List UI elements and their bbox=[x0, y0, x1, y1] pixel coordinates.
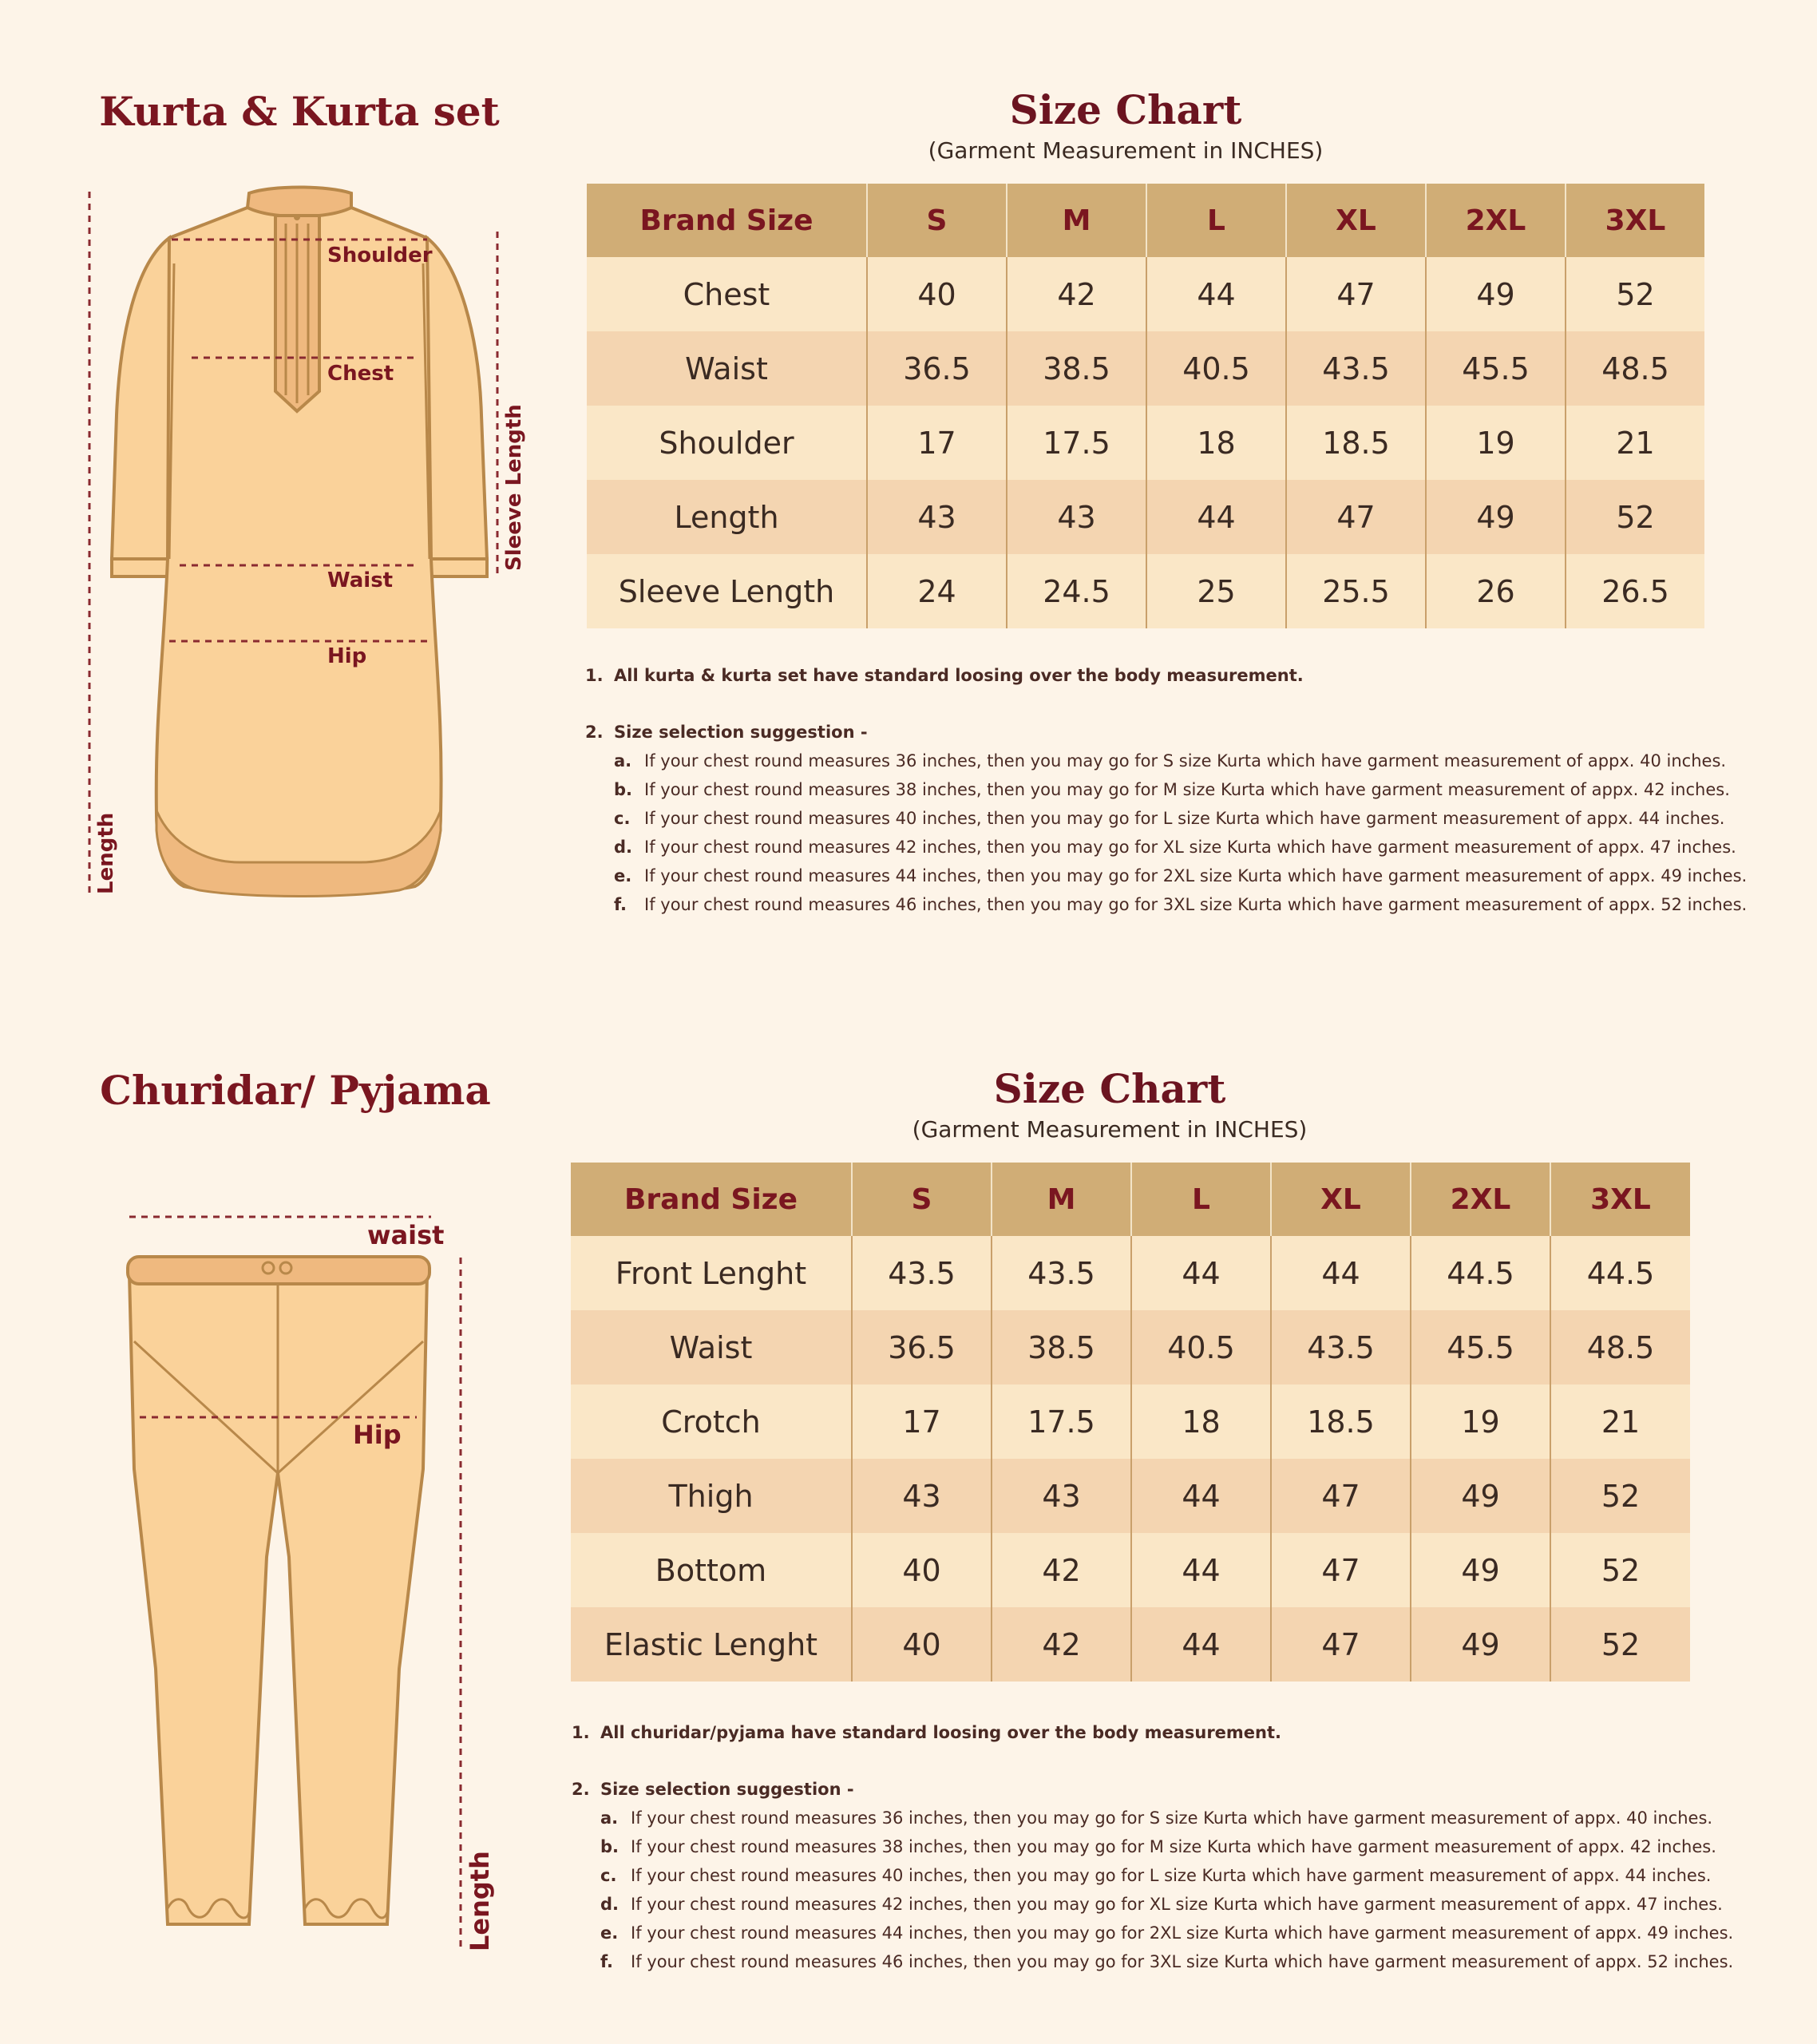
suggestion-letter: f. bbox=[614, 895, 627, 914]
suggestion-item bbox=[585, 862, 1747, 890]
table-row bbox=[571, 1459, 1690, 1533]
row-label: Elastic Lenght bbox=[571, 1607, 852, 1682]
table-cell: 25.5 bbox=[1286, 554, 1426, 628]
table-cell: 24 bbox=[867, 554, 1007, 628]
pyjama-title: Churidar/ Pyjama bbox=[100, 1067, 491, 1114]
suggestion-letter: d. bbox=[600, 1895, 620, 1914]
table-cell: 43.5 bbox=[1271, 1310, 1411, 1384]
table-cell: 40 bbox=[852, 1533, 992, 1607]
table-cell: 21 bbox=[1566, 406, 1704, 480]
note-number: 2. bbox=[572, 1780, 590, 1799]
kurta-notes bbox=[585, 661, 1747, 919]
table-cell: 43 bbox=[1007, 480, 1146, 554]
header-size: 3XL bbox=[1566, 184, 1704, 257]
table-header-row bbox=[571, 1163, 1690, 1236]
table-cell: 52 bbox=[1550, 1533, 1690, 1607]
suggestion-item bbox=[585, 775, 1747, 804]
row-label: Front Lenght bbox=[571, 1236, 852, 1310]
shoulder-label: Shoulder bbox=[327, 244, 433, 267]
table-cell: 44 bbox=[1131, 1607, 1271, 1682]
suggestion-item bbox=[572, 1804, 1733, 1832]
suggestion-letter: e. bbox=[614, 866, 632, 885]
table-cell: 44 bbox=[1146, 480, 1286, 554]
table-cell: 42 bbox=[1007, 257, 1146, 331]
row-label: Length bbox=[587, 480, 867, 554]
table-cell: 43.5 bbox=[852, 1236, 992, 1310]
suggestion-text: If your chest round measures 46 inches, then you may go for 3XL size Kurta which have garment measurement of appx. 52 inches. bbox=[631, 1952, 1734, 1971]
table-cell: 25 bbox=[1146, 554, 1286, 628]
hip-label: Hip bbox=[327, 644, 367, 668]
suggestion-letter: b. bbox=[600, 1837, 620, 1856]
table-cell: 26 bbox=[1426, 554, 1566, 628]
note-text: Size selection suggestion - bbox=[600, 1780, 854, 1799]
table-cell: 17 bbox=[867, 406, 1007, 480]
table-row bbox=[587, 257, 1704, 331]
table-cell: 49 bbox=[1411, 1533, 1550, 1607]
suggestion-text: If your chest round measures 36 inches, then you may go for S size Kurta which have garment measurement of appx. 40 inches. bbox=[631, 1808, 1713, 1828]
table-header-row bbox=[587, 184, 1704, 257]
header-brand-size: Brand Size bbox=[571, 1163, 852, 1236]
table-cell: 17.5 bbox=[1007, 406, 1146, 480]
note-text: Size selection suggestion - bbox=[614, 723, 868, 742]
table-cell: 44.5 bbox=[1550, 1236, 1690, 1310]
table-cell: 48.5 bbox=[1566, 331, 1704, 406]
row-label: Waist bbox=[571, 1310, 852, 1384]
header-size: S bbox=[867, 184, 1007, 257]
table-cell: 43 bbox=[852, 1459, 992, 1533]
table-cell: 21 bbox=[1550, 1384, 1690, 1459]
waist-label: Waist bbox=[327, 568, 394, 592]
suggestion-letter: a. bbox=[614, 751, 632, 770]
table-cell: 40 bbox=[852, 1607, 992, 1682]
table-cell: 18 bbox=[1131, 1384, 1271, 1459]
suggestion-letter: d. bbox=[614, 838, 633, 857]
table-cell: 49 bbox=[1426, 257, 1566, 331]
table-cell: 47 bbox=[1271, 1607, 1411, 1682]
kurta-chart-title: Size Chart bbox=[1009, 86, 1242, 133]
header-size: M bbox=[992, 1163, 1131, 1236]
table-cell: 47 bbox=[1271, 1533, 1411, 1607]
table-cell: 36.5 bbox=[852, 1310, 992, 1384]
table-cell: 43.5 bbox=[1286, 331, 1426, 406]
table-cell: 42 bbox=[992, 1533, 1131, 1607]
suggestion-item bbox=[572, 1832, 1733, 1861]
suggestion-text: If your chest round measures 42 inches, then you may go for XL size Kurta which have garment measurement of appx. 47 inches. bbox=[631, 1895, 1723, 1914]
row-label: Crotch bbox=[571, 1384, 852, 1459]
table-cell: 43 bbox=[867, 480, 1007, 554]
table-cell: 49 bbox=[1411, 1459, 1550, 1533]
header-size: S bbox=[852, 1163, 992, 1236]
table-cell: 44 bbox=[1131, 1533, 1271, 1607]
suggestion-item bbox=[572, 1890, 1733, 1919]
pyjama-notes bbox=[572, 1718, 1733, 1976]
header-size: L bbox=[1146, 184, 1286, 257]
suggestion-text: If your chest round measures 38 inches, then you may go for M size Kurta which have garment measurement of appx. 42 inches. bbox=[631, 1837, 1716, 1856]
table-cell: 40.5 bbox=[1146, 331, 1286, 406]
note-text: All kurta & kurta set have standard loosing over the body measurement. bbox=[614, 666, 1304, 685]
table-cell: 18.5 bbox=[1286, 406, 1426, 480]
note-number: 1. bbox=[572, 1723, 590, 1742]
suggestion-text: If your chest round measures 36 inches, then you may go for S size Kurta which have garment measurement of appx. 40 inches. bbox=[644, 751, 1727, 770]
header-size: 2XL bbox=[1426, 184, 1566, 257]
table-cell: 44 bbox=[1271, 1236, 1411, 1310]
header-size: 2XL bbox=[1411, 1163, 1550, 1236]
table-row bbox=[571, 1607, 1690, 1682]
sleeve-length-label: Sleeve Length bbox=[502, 404, 526, 571]
table-row bbox=[587, 480, 1704, 554]
table-cell: 17.5 bbox=[992, 1384, 1131, 1459]
waist-label: waist bbox=[367, 1220, 445, 1250]
table-row bbox=[571, 1533, 1690, 1607]
suggestion-letter: c. bbox=[614, 809, 631, 828]
table-cell: 49 bbox=[1426, 480, 1566, 554]
table-cell: 38.5 bbox=[1007, 331, 1146, 406]
suggestion-item bbox=[585, 833, 1747, 862]
table-cell: 47 bbox=[1286, 480, 1426, 554]
table-cell: 38.5 bbox=[992, 1310, 1131, 1384]
suggestion-text: If your chest round measures 44 inches, then you may go for 2XL size Kurta which have garment measurement of appx. 49 inches. bbox=[631, 1923, 1734, 1943]
table-row bbox=[587, 331, 1704, 406]
table-cell: 45.5 bbox=[1426, 331, 1566, 406]
suggestion-letter: c. bbox=[600, 1866, 617, 1885]
table-cell: 40 bbox=[867, 257, 1007, 331]
suggestion-text: If your chest round measures 40 inches, then you may go for L size Kurta which have garment measurement of appx. 44 inches. bbox=[644, 809, 1725, 828]
table-cell: 44 bbox=[1131, 1459, 1271, 1533]
kurta-chart-subtitle: (Garment Measurement in INCHES) bbox=[928, 137, 1324, 164]
header-size: XL bbox=[1286, 184, 1426, 257]
length-label: Length bbox=[465, 1851, 495, 1951]
table-cell: 52 bbox=[1566, 257, 1704, 331]
table-cell: 43 bbox=[992, 1459, 1131, 1533]
suggestion-text: If your chest round measures 40 inches, then you may go for L size Kurta which have garment measurement of appx. 44 inches. bbox=[631, 1866, 1712, 1885]
table-cell: 18.5 bbox=[1271, 1384, 1411, 1459]
table-cell: 48.5 bbox=[1550, 1310, 1690, 1384]
pyjama-size-table bbox=[571, 1163, 1690, 1682]
table-cell: 44 bbox=[1131, 1236, 1271, 1310]
suggestion-letter: a. bbox=[600, 1808, 619, 1828]
table-cell: 49 bbox=[1411, 1607, 1550, 1682]
length-label: Length bbox=[94, 812, 118, 894]
table-cell: 42 bbox=[992, 1607, 1131, 1682]
table-row bbox=[571, 1236, 1690, 1310]
suggestion-letter: e. bbox=[600, 1923, 619, 1943]
table-cell: 19 bbox=[1411, 1384, 1550, 1459]
note-text: All churidar/pyjama have standard loosing over the body measurement. bbox=[600, 1723, 1282, 1742]
table-cell: 17 bbox=[852, 1384, 992, 1459]
suggestion-text: If your chest round measures 38 inches, then you may go for M size Kurta which have garment measurement of appx. 42 inches. bbox=[644, 780, 1730, 799]
suggestion-text: If your chest round measures 44 inches, then you may go for 2XL size Kurta which have garment measurement of appx. 49 inches. bbox=[644, 866, 1748, 885]
suggestion-item bbox=[585, 890, 1747, 919]
table-row bbox=[571, 1310, 1690, 1384]
suggestion-text: If your chest round measures 42 inches, then you may go for XL size Kurta which have garment measurement of appx. 47 inches. bbox=[644, 838, 1736, 857]
suggestion-item bbox=[585, 747, 1747, 775]
table-cell: 44.5 bbox=[1411, 1236, 1550, 1310]
header-size: M bbox=[1007, 184, 1146, 257]
table-cell: 52 bbox=[1550, 1607, 1690, 1682]
table-cell: 43.5 bbox=[992, 1236, 1131, 1310]
table-cell: 26.5 bbox=[1566, 554, 1704, 628]
suggestion-letter: f. bbox=[600, 1952, 613, 1971]
suggestion-letter: b. bbox=[614, 780, 633, 799]
table-cell: 24.5 bbox=[1007, 554, 1146, 628]
row-label: Bottom bbox=[571, 1533, 852, 1607]
suggestion-item bbox=[572, 1947, 1733, 1976]
row-label: Waist bbox=[587, 331, 867, 406]
table-row bbox=[587, 554, 1704, 628]
header-size: XL bbox=[1271, 1163, 1411, 1236]
table-row bbox=[587, 406, 1704, 480]
header-size: L bbox=[1131, 1163, 1271, 1236]
pyjama-chart-title: Size Chart bbox=[993, 1065, 1226, 1112]
table-cell: 19 bbox=[1426, 406, 1566, 480]
table-cell: 52 bbox=[1566, 480, 1704, 554]
kurta-size-table bbox=[587, 184, 1704, 628]
suggestion-text: If your chest round measures 46 inches, then you may go for 3XL size Kurta which have garment measurement of appx. 52 inches. bbox=[644, 895, 1748, 914]
table-cell: 47 bbox=[1286, 257, 1426, 331]
suggestion-item bbox=[585, 804, 1747, 833]
header-brand-size: Brand Size bbox=[587, 184, 867, 257]
table-cell: 18 bbox=[1146, 406, 1286, 480]
table-cell: 47 bbox=[1271, 1459, 1411, 1533]
table-row bbox=[571, 1384, 1690, 1459]
row-label: Chest bbox=[587, 257, 867, 331]
table-cell: 44 bbox=[1146, 257, 1286, 331]
row-label: Shoulder bbox=[587, 406, 867, 480]
pyjama-chart-subtitle: (Garment Measurement in INCHES) bbox=[912, 1116, 1308, 1143]
kurta-illustration bbox=[0, 0, 559, 958]
table-cell: 52 bbox=[1550, 1459, 1690, 1533]
table-cell: 36.5 bbox=[867, 331, 1007, 406]
row-label: Sleeve Length bbox=[587, 554, 867, 628]
kurta-title: Kurta & Kurta set bbox=[99, 88, 500, 135]
header-size: 3XL bbox=[1550, 1163, 1690, 1236]
hip-label: Hip bbox=[353, 1420, 402, 1450]
pyjama-illustration bbox=[0, 1158, 559, 1964]
suggestion-item bbox=[572, 1919, 1733, 1947]
note-number: 1. bbox=[585, 666, 604, 685]
note-number: 2. bbox=[585, 723, 604, 742]
row-label: Thigh bbox=[571, 1459, 852, 1533]
suggestion-item bbox=[572, 1861, 1733, 1890]
table-cell: 40.5 bbox=[1131, 1310, 1271, 1384]
chest-label: Chest bbox=[327, 362, 394, 386]
table-cell: 45.5 bbox=[1411, 1310, 1550, 1384]
